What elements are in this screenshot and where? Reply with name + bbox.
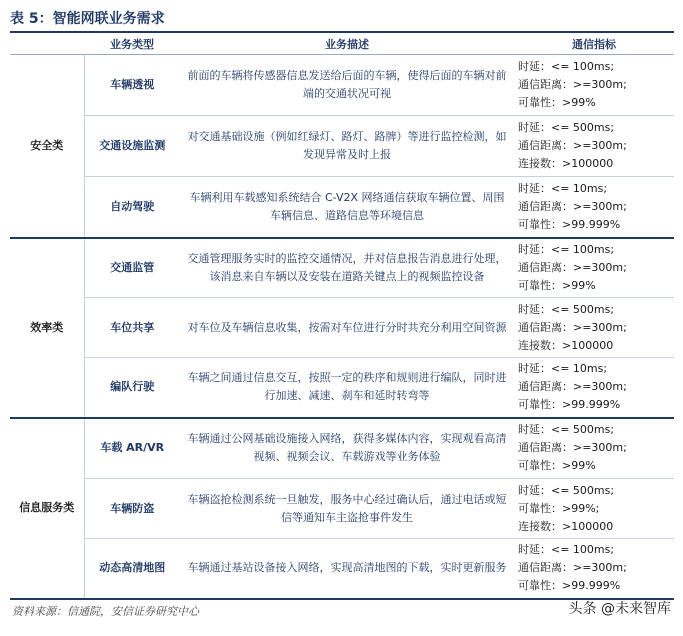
type-cell: 自动驾驶 [84,177,180,238]
table-header-row [10,33,674,55]
type-cell: 编队行驶 [84,358,180,418]
comm-cell: 时延：<= 100ms; 通信距离：>=300m; 可靠性：>99% [514,238,674,298]
desc-cell: 前面的车辆将传感器信息发送给后面的车辆，使得后面的车辆对前端的交通状况可视 [180,55,514,116]
type-cell: 车辆防盗 [84,479,180,539]
type-cell: 交通设施监测 [84,116,180,177]
table-row [10,177,674,238]
desc-cell: 车辆通过基站设备接入网络，实现高清地图的下载，实时更新服务 [180,539,514,599]
comm-cell: 时延：<= 10ms; 通信距离：>=300m; 可靠性：>99.999% [514,358,674,418]
type-cell: 动态高清地图 [84,539,180,599]
desc-cell: 对交通基础设施（例如红绿灯、路灯、路牌）等进行监控检测，如发现异常及时上报 [180,116,514,177]
comm-cell: 时延：<= 500ms; 通信距离：>=300m; 连接数：>100000 [514,116,674,177]
header-category [10,33,84,55]
type-cell: 交通监管 [84,238,180,298]
comm-cell: 时延：<= 10ms; 通信距离：>=300m; 可靠性：>99.999% [514,177,674,238]
source-note: 资料来源：信通院，安信证券研究中心 [12,605,199,618]
table-row [10,358,674,418]
watermark: 头条 @未来智库 [568,601,671,617]
table-row [10,298,674,358]
desc-cell: 交通管理服务实时的监控交通情况，并对信息报告消息进行处理，该消息来自车辆以及安装在道路关键点上的视频监控设备 [180,238,514,298]
desc-cell: 车辆通过公网基础设施接入网络，获得多媒体内容，实现观看高清视频、视频会议、车载游戏等业务体验 [180,418,514,479]
header-description: 业务描述 [180,33,514,55]
desc-cell: 对车位及车辆信息收集，按需对车位进行分时共充分利用空间资源 [180,298,514,358]
table-row [10,539,674,599]
comm-cell: 时延：<= 100ms; 通信距离：>=300m; 可靠性：>99% [514,55,674,116]
type-cell: 车辆透视 [84,55,180,116]
category-cell: 信息服务类 [10,418,84,599]
comm-cell: 时延：<= 500ms; 通信距离：>=300m; 连接数：>100000 [514,298,674,358]
type-cell: 车位共享 [84,298,180,358]
header-comm-metrics: 通信指标 [514,33,674,55]
table-row [10,418,674,479]
desc-cell: 车辆利用车载感知系统结合 C-V2X 网络通信获取车辆位置、周围车辆信息、道路信息等环境信息 [180,177,514,238]
table-title: 表 5：智能网联业务需求 [10,11,165,27]
table-row [10,55,674,116]
table-row [10,238,674,298]
type-cell: 车载 AR/VR [84,418,180,479]
category-cell: 安全类 [10,55,84,238]
category-cell: 效率类 [10,238,84,418]
requirements-table [10,33,674,600]
desc-cell: 车辆之间通过信息交互，按照一定的秩序和规则进行编队，同时进行加速、减速、刹车和延时转弯等 [180,358,514,418]
table-row [10,479,674,539]
table-row [10,116,674,177]
comm-cell: 时延：<= 500ms; 可靠性：>99%; 连接数：>100000 [514,479,674,539]
comm-cell: 时延：<= 100ms; 通信距离：>=300m; 可靠性：>99.999% [514,539,674,599]
desc-cell: 车辆盗抢检测系统一旦触发，服务中心经过确认后，通过电话或短信等通知车主盗抢事件发生 [180,479,514,539]
comm-cell: 时延：<= 500ms; 通信距离：>=300m; 可靠性：>99% [514,418,674,479]
header-type: 业务类型 [84,33,180,55]
